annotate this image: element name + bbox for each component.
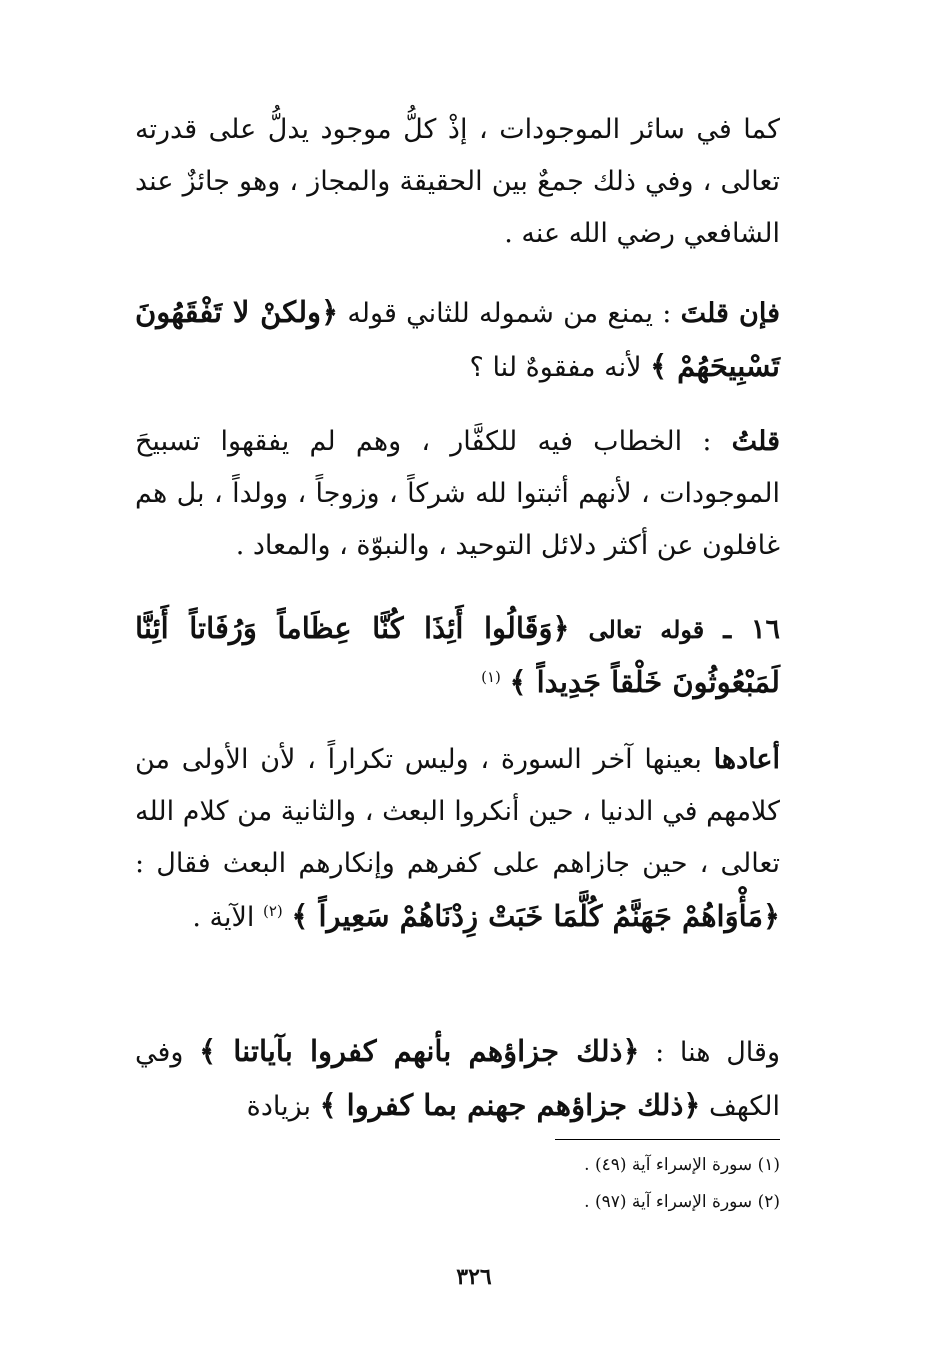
footnote-1: (١) سورة الإسراء آية (٤٩) . [584, 1155, 780, 1175]
paragraph-6-text-2: وفي الكهف [135, 1037, 780, 1122]
quran-quote-2: ﴿مَأْوَاهُمْ جَهَنَّمُ كُلَّمَا خَبَتْ زِدْنَاهُمْ سَعِيراً ﴾ [291, 899, 780, 933]
quran-quote-3: ﴿ذلك جزاؤهم بأنهم كفروا بآياتنا ﴾ [199, 1034, 640, 1068]
verse-quote: ﴿وَقَالُوا أَئِذَا كُنَّا عِظَاماً وَرُفَاتاً أَئِنَّا لَمَبْعُوثُونَ خَلْقاً جَدِيداً ﴾ [135, 611, 780, 699]
paragraph-5 [135, 734, 780, 944]
paragraph-2 [135, 286, 780, 394]
objection-lead: فإن قلتَ [680, 298, 780, 329]
paragraph-5-text-2: الآية . [192, 902, 263, 933]
quran-quote-4: ﴿ذلك جزاؤهم جهنم بما كفروا ﴾ [319, 1088, 701, 1122]
paragraph-6-text-3: بزيادة [246, 1091, 320, 1122]
footnote-ref-1: (١) [481, 668, 501, 686]
paragraph-3 [135, 416, 780, 572]
verse-intro: قوله تعالى [588, 615, 705, 644]
paragraph-2-text-2: لأنه مفقوهٌ لنا ؟ [469, 352, 651, 383]
verse-heading [135, 602, 780, 710]
verse-number: ١٦ ـ [723, 614, 781, 645]
paragraph-6 [135, 1025, 780, 1133]
footnote-divider [555, 1139, 780, 1140]
paragraph-5-lead: أعادها [713, 744, 780, 775]
paragraph-5-text-1: بعينها آخر السورة ، وليس تكراراً ، لأن الأولى من كلامهم في الدنيا ، حين أنكروا البعث ، والثانية من كلام الله تعالى ، حين جازاهم على كفرهم وإنكارهم البعث فقال : [135, 744, 780, 879]
paragraph-1-text: كما في سائر الموجودات ، إذْ كلُّ موجود يدلُّ على قدرته تعالى ، وفي ذلك جمعٌ بين الحقيقة والمجاز ، وهو جائزٌ عند الشافعي رضي الله عنه . [135, 114, 780, 249]
paragraph-6-text-1: وقال هنا : [639, 1037, 780, 1068]
paragraph-1 [135, 104, 780, 260]
paragraph-3-text: : الخطاب فيه للكفَّار ، وهم لم يفقهوا تسبيحَ الموجودات ، لأنهم أثبتوا لله شركاً ، وزوجاً ، وولداً ، بل هم غافلون عن أكثر دلائل التوحيد ، والنبوّة ، والمعاد . [135, 426, 780, 561]
footnote-ref-2: (٢) [263, 902, 283, 920]
page-number: ٣٢٦ [456, 1264, 492, 1290]
quran-quote-1: ﴿ولكنْ لا تَفْقَهُونَ تَسْبِيحَهُمْ ﴾ [135, 295, 780, 383]
footnote-2: (٢) سورة الإسراء آية (٩٧) . [584, 1192, 780, 1212]
paragraph-2-text-1: : يمنع من شموله للثاني قوله [338, 298, 681, 329]
answer-lead: قلتُ [731, 426, 780, 457]
